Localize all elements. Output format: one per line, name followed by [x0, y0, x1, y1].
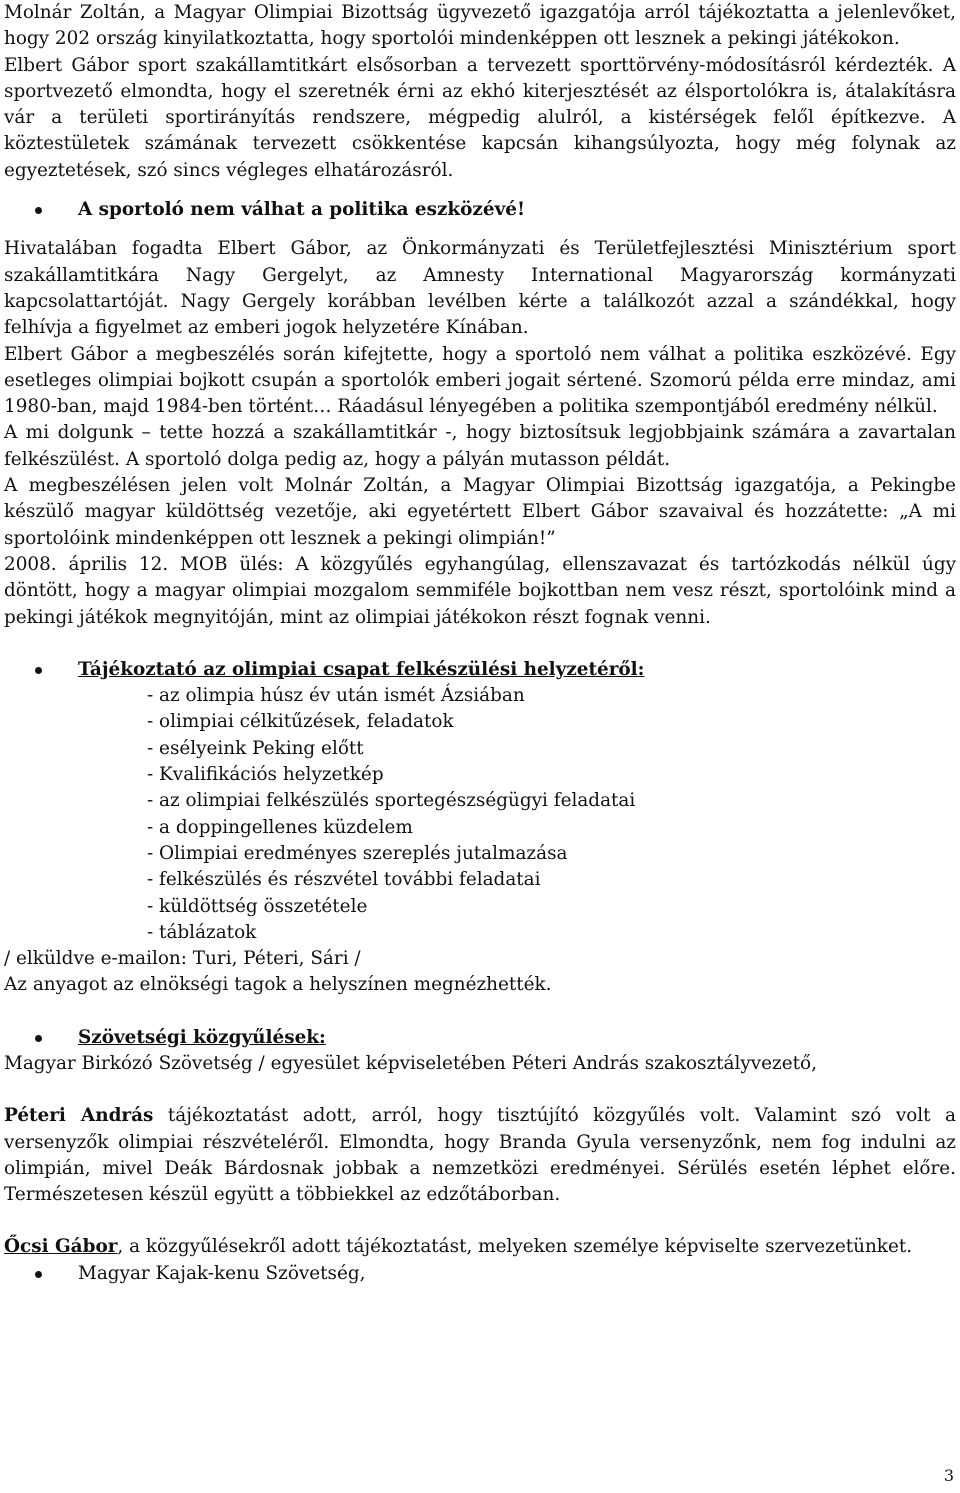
paragraph-peteri	[4, 1103, 956, 1208]
emailed-note: / elküldve e-mailon: Turi, Péteri, Sári /	[4, 948, 361, 970]
bullet-heading-team-status: Tájékoztató az olimpiai csapat felkészülési helyzetéről:	[4, 657, 956, 683]
list-item: - az olimpiai felkészülés sportegészségügyi feladatai	[147, 790, 636, 812]
paragraph-molnar-quote: A megbeszélésen jelen volt Molnár Zoltán, a Magyar Olimpiai Bizottság igazgatója, a Pekingbe készülő magyar küldöttség vezetője, aki egyetértett Elbert Gábor szavaival és hozzátette: „A mi sportolóink mindenképpen ott lesznek a pekingi olimpián!”	[4, 475, 956, 549]
list-item: - esélyeink Peking előtt	[147, 737, 364, 759]
list-item: - felkészülés és részvétel további feladatai	[147, 869, 541, 891]
list-item: - küldöttség összetétele	[147, 895, 368, 917]
list-item: - olimpiai célkitűzések, feladatok	[147, 711, 454, 733]
viewed-note: Az anyagot az elnökségi tagok a helyszínen megnézhették.	[4, 974, 552, 996]
bullet-heading-politics: A sportoló nem válhat a politika eszközévé!	[4, 197, 956, 223]
list-item: - Kvalifikációs helyzetkép	[147, 764, 384, 786]
paragraph-mob-meeting: 2008. április 12. MOB ülés: A közgyűlés egyhangúlag, ellenszavazat és tartózkodás nélkül úgy döntött, hogy a magyar olimpiai mozgalom semmiféle bojkottban nem vesz részt, sportolóink mind a pekingi játékok megnyitóján, mint az olimpiai játékokon részt fognak venni.	[4, 553, 956, 628]
list-item: - táblázatok	[147, 921, 257, 943]
peteri-report: tájékoztatást adott, arról, hogy tisztújító közgyűlés volt. Valamint szó volt a versenyzők olimpiai részvételéről. Elmondta, hogy Branda Gyula versenyzőnk, nem fog indulni az olimpián, mivel Deák Bárdosnak jobbak a nemzetközi eredményei. Sérülés esetén léphet előre. Természetesen készül együtt a többiekkel az edzőtáborban.	[4, 1105, 956, 1206]
paragraph-preparation: A mi dolgunk – tette hozzá a szakállamtitkár -, hogy biztosítsuk legjobbjaink számára a zavartalan felkészülést. A sportoló dolga pedig az, hogy a pályán mutasson példát.	[4, 422, 956, 470]
page-number: 3	[943, 1466, 954, 1485]
list-item: - az olimpia húsz év után ismét Ázsiában	[147, 685, 525, 707]
paragraph-molnar-intro: Molnár Zoltán, a Magyar Olimpiai Bizottság ügyvezető igazgatója arról tájékoztatta a jelenlevőket, hogy 202 ország kinyilatkoztatta, hogy sportolói mindenképpen ott lesznek a pekingi játékokon.	[4, 2, 956, 50]
document-page	[4, 0, 956, 1287]
person-name-ocsi: Őcsi Gábor	[4, 1236, 118, 1258]
topics-list	[4, 683, 956, 946]
paragraph-elbert-law: Elbert Gábor sport szakállamtitkárt elsősorban a tervezett sporttörvény-módosításról kérdezték. A sportvezető elmondta, hogy el szeretnék érni az ekhó kiterjesztését az élsportolókra is, átalakításra vár a területi sportirányítás rendszere, mégpedig alulról, a kistérségek felől építkezve. A köztestületek számának tervezett csökkentése kapcsán kihangsúlyozta, hogy még folynak az egyeztetések, szó sincs végleges elhatározásról.	[4, 54, 956, 181]
bullet-kayak: Magyar Kajak-kenu Szövetség,	[4, 1261, 956, 1287]
ocsi-report: , a közgyűlésekről adott tájékoztatást, melyeken személye képviselte szervezetünket.	[117, 1236, 913, 1258]
person-name-peteri: Péteri András	[4, 1105, 154, 1127]
paragraph-amnesty: Hivatalában fogadta Elbert Gábor, az Önkormányzati és Területfejlesztési Minisztérium sport szakállamtitkára Nagy Gergelyt, az Amnesty International Magyarország kormányzati kapcsolattartóját. Nagy Gergely korábban levélben kérte a találkozót azzal a szándékkal, hogy felhívja a figyelmet az emberi jogok helyzetére Kínában.	[4, 238, 956, 339]
paragraph-wrestling: Magyar Birkózó Szövetség / egyesület képviseletében Péteri András szakosztályvezető,	[4, 1052, 817, 1074]
paragraph-ocsi	[4, 1234, 956, 1260]
list-item: - Olimpiai eredményes szereplés jutalmazása	[147, 842, 568, 864]
bullet-heading-assemblies: Szövetségi közgyűlések:	[4, 1025, 956, 1051]
list-item: - a doppingellenes küzdelem	[147, 816, 413, 838]
paragraph-boycott: Elbert Gábor a megbeszélés során kifejtette, hogy a sportoló nem válhat a politika eszközévé. Egy esetleges olimpiai bojkott csupán a sportolók emberi jogait sértené. Szomorú példa erre mindaz, ami 1980-ban, majd 1984-ben történt… Ráadásul lényegében a politika szempontjából eredmény nélkül.	[4, 343, 956, 418]
